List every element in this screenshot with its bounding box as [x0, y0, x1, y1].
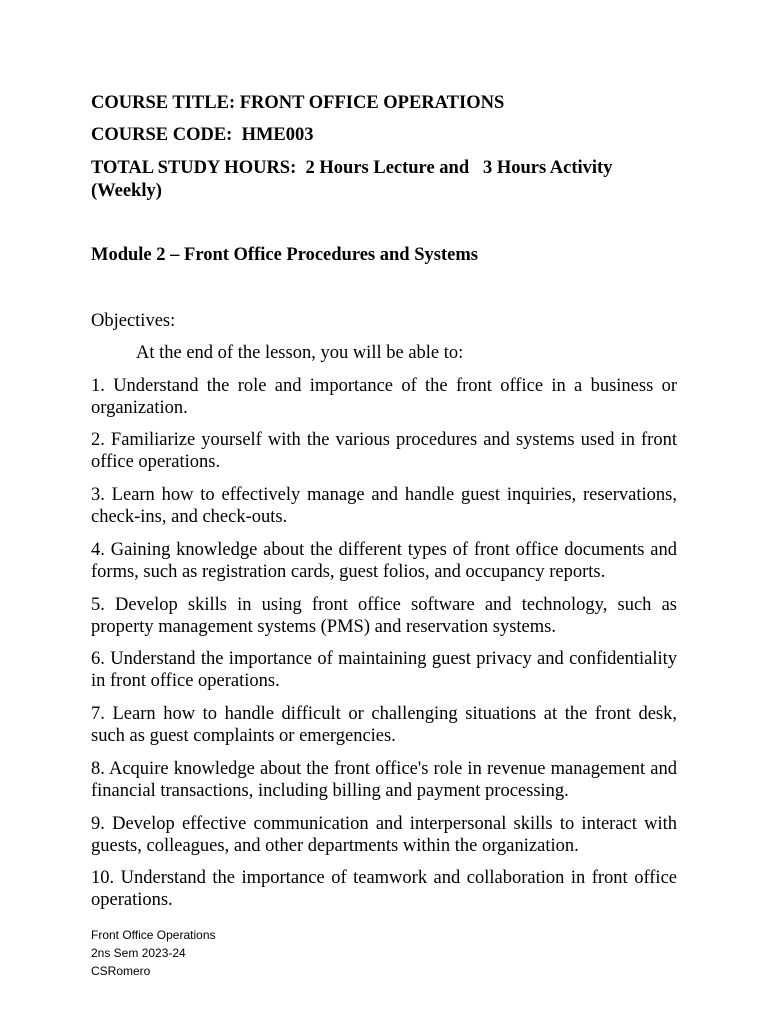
footer-author: CSRomero	[91, 964, 151, 978]
page-footer	[91, 926, 216, 980]
objective-item-4: 4. Gaining knowledge about the different types of front office documents and forms, such as registration cards, guest folios, and occupancy reports.	[91, 540, 677, 582]
objective-item-3: 3. Learn how to effectively manage and handle guest inquiries, reservations, check-ins, and check-outs.	[91, 485, 677, 527]
objectives-label: Objectives:	[91, 311, 176, 331]
objective-item-10: 10. Understand the importance of teamwork and collaboration in front office operations.	[91, 868, 677, 910]
module-title: Module 2 – Front Office Procedures and Systems	[91, 245, 478, 265]
objective-item-1: 1. Understand the role and importance of the front office in a business or organization.	[91, 376, 677, 418]
footer-semester: 2ns Sem 2023-24	[91, 946, 186, 960]
objective-item-5: 5. Develop skills in using front office software and technology, such as property management systems (PMS) and reservation systems.	[91, 595, 677, 637]
study-hours: TOTAL STUDY HOURS: 2 Hours Lecture and 3 Hours Activity	[91, 158, 613, 178]
objective-item-8: 8. Acquire knowledge about the front office's role in revenue management and financial transactions, including billing and payment processing.	[91, 759, 677, 801]
course-title: COURSE TITLE: FRONT OFFICE OPERATIONS	[91, 93, 505, 113]
objective-item-7: 7. Learn how to handle difficult or challenging situations at the front desk, such as guest complaints or emergencies.	[91, 704, 677, 746]
course-code: COURSE CODE: HME003	[91, 125, 314, 145]
study-hours-weekly: (Weekly)	[91, 181, 162, 201]
footer-course-name: Front Office Operations	[91, 928, 216, 942]
objectives-intro: At the end of the lesson, you will be able to:	[136, 343, 464, 363]
objective-item-6: 6. Understand the importance of maintaining guest privacy and confidentiality in front office operations.	[91, 649, 677, 691]
objective-item-2: 2. Familiarize yourself with the various procedures and systems used in front office operations.	[91, 430, 677, 472]
objective-item-9: 9. Develop effective communication and interpersonal skills to interact with guests, colleagues, and other departments within the organization.	[91, 814, 677, 856]
